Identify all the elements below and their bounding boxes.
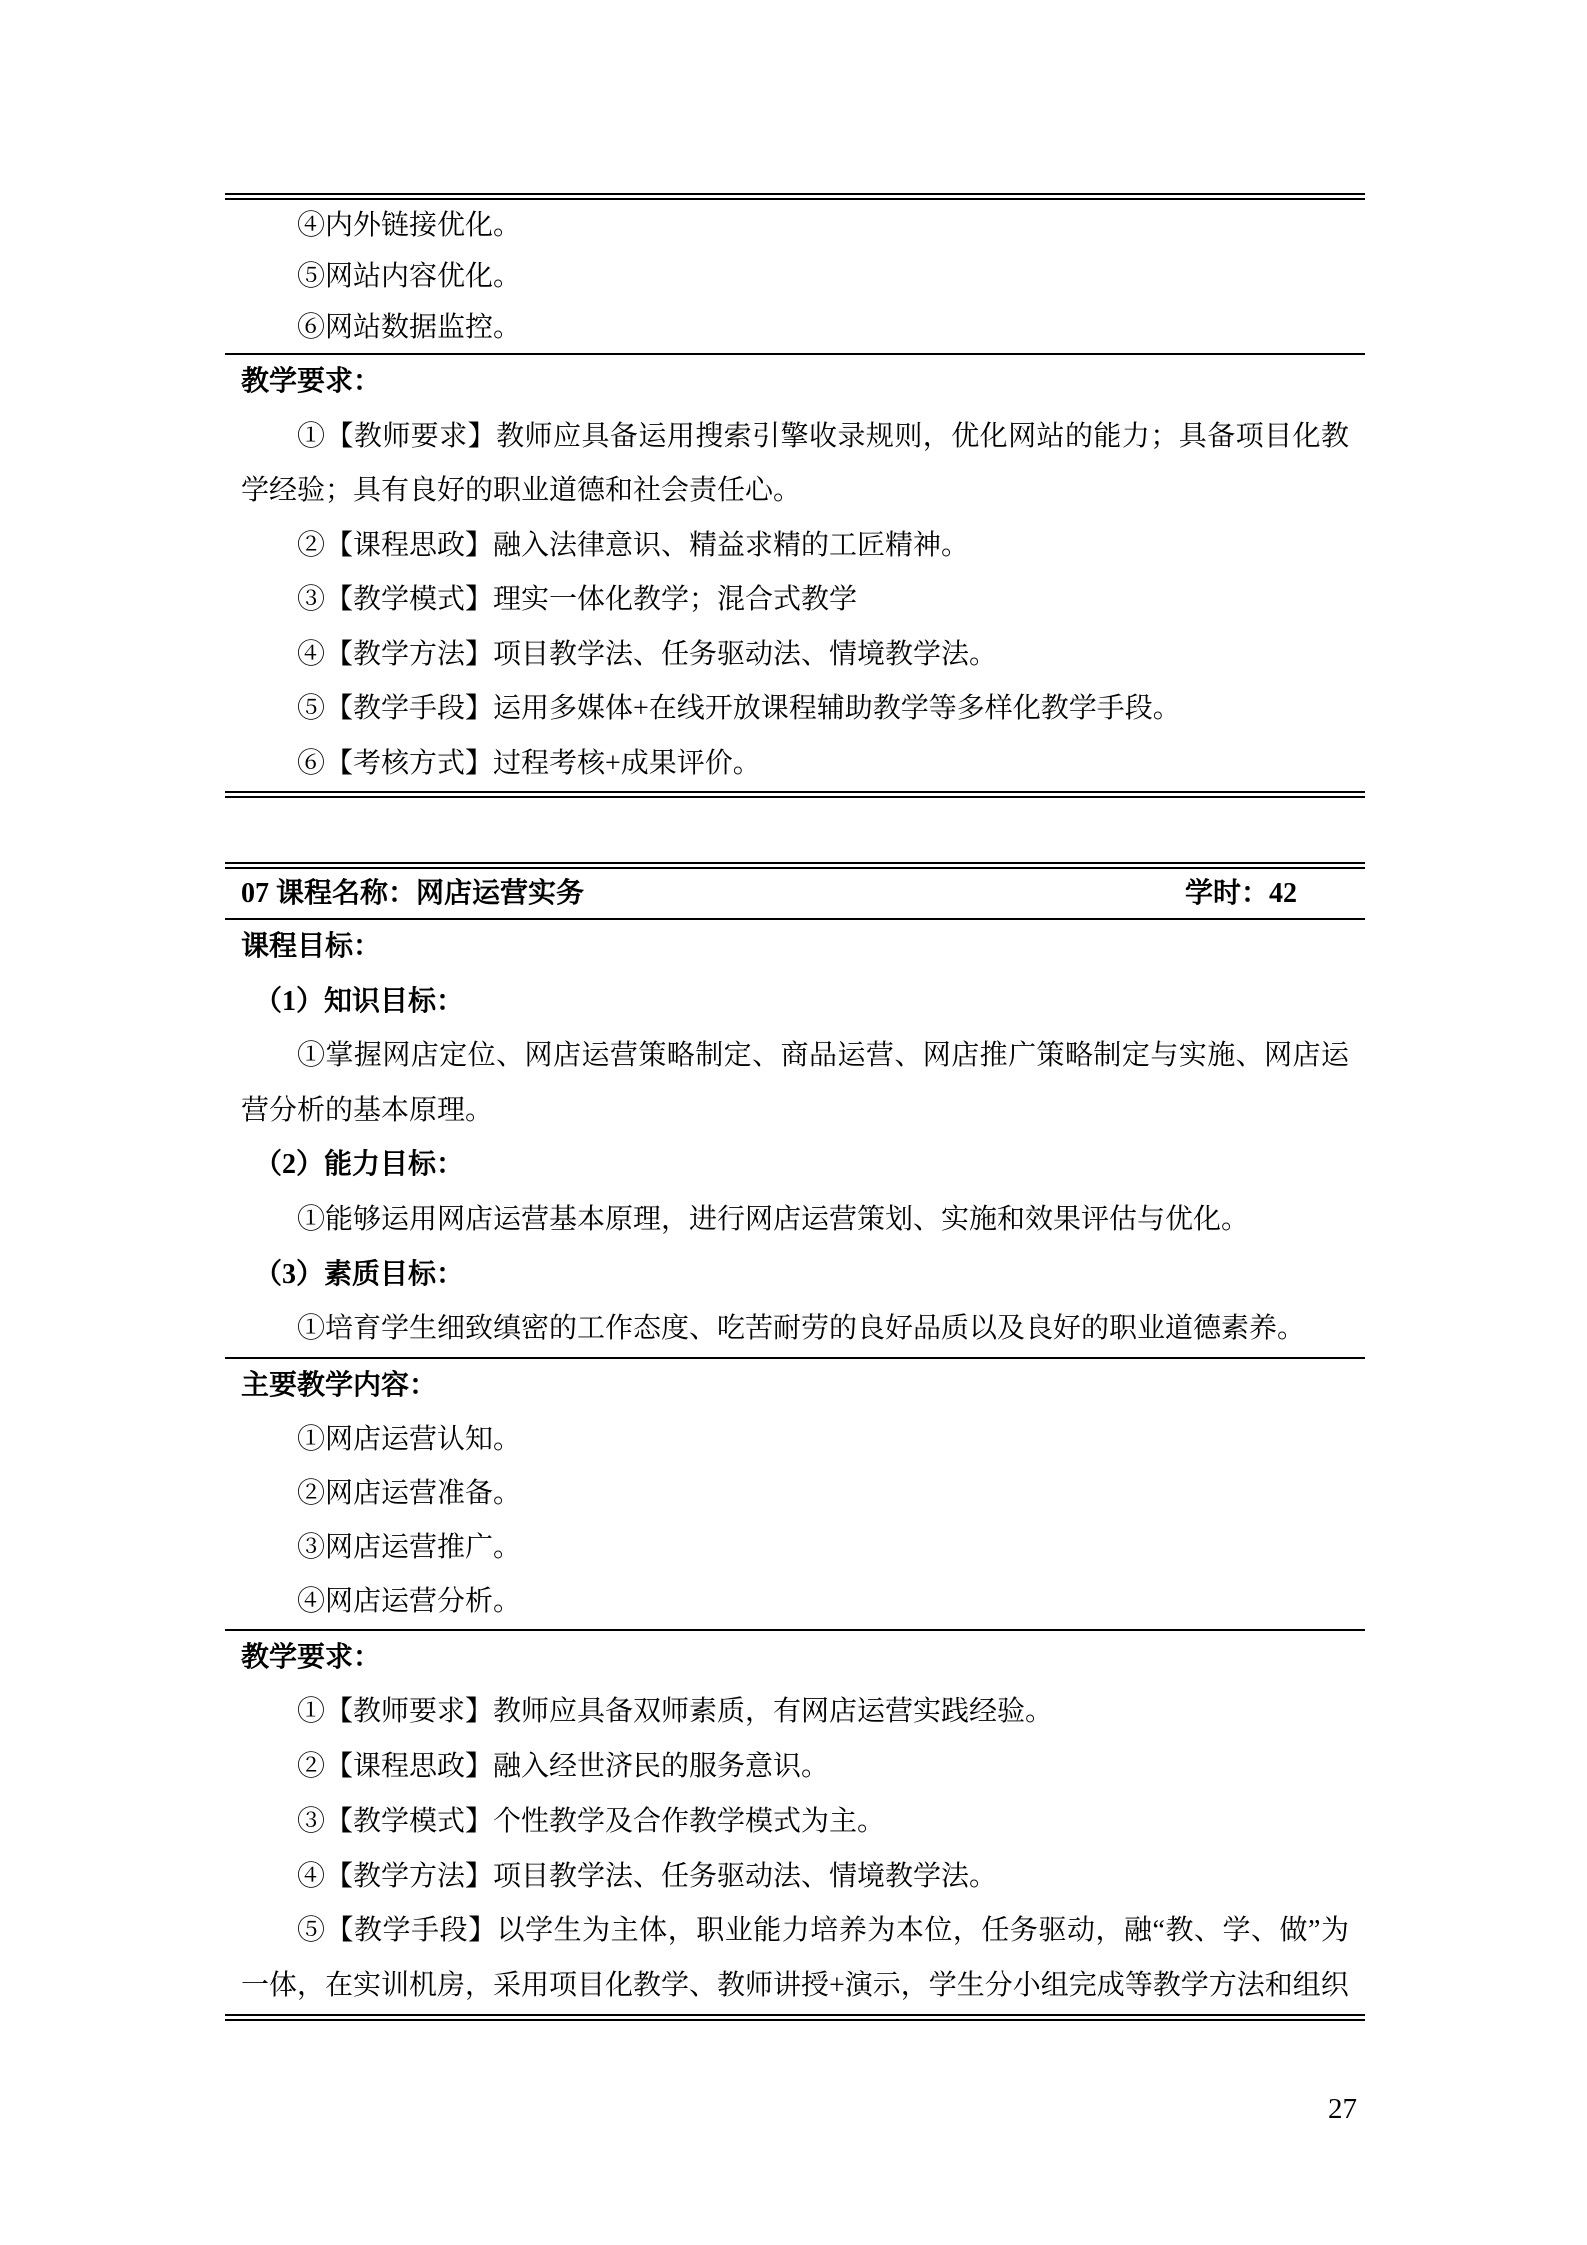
course-block-07 (225, 862, 1365, 2021)
teaching-requirements-heading: 教学要求： (241, 366, 382, 397)
page-number: 27 (1328, 2093, 1357, 2125)
course-block-previous (225, 193, 1365, 798)
requirement-item: ④【教学方法】项目教学法、任务驱动法、情境教学法。 (297, 638, 998, 670)
content-item: ①网店运营认知。 (297, 1423, 522, 1455)
course-objectives-heading: 课程目标： (241, 931, 382, 962)
requirement-item: ⑥【考核方式】过程考核+成果评价。 (297, 747, 761, 779)
teaching-requirements-heading: 教学要求： (241, 1641, 382, 1673)
requirement-item: ⑤【教学手段】运用多媒体+在线开放课程辅助教学等多样化教学手段。 (297, 693, 1181, 724)
requirement-item: ①【教师要求】教师应具备双师素质，有网店运营实践经验。 (297, 1696, 1054, 1728)
content-item: ④内外链接优化。 (297, 210, 522, 241)
course-objectives-section (225, 918, 1365, 1357)
main-content-section (225, 1357, 1365, 1629)
main-content-items-previous (225, 200, 1365, 353)
content-item: ④网店运营分析。 (297, 1585, 522, 1617)
objective-group-label: （3）素质目标： (254, 1258, 465, 1290)
content-item: ⑥网站数据监控。 (297, 312, 522, 343)
main-content-heading: 主要教学内容： (241, 1369, 438, 1401)
requirement-item: ⑤【教学手段】以学生为主体，职业能力培养为本位，任务驱动，融“教、学、做”为一体，在实训机房，采用项目化教学、教师讲授+演示，学生分小组完成等教学方法和组织 (241, 1915, 1349, 2001)
requirement-item: ②【课程思政】融入经世济民的服务意识。 (297, 1751, 830, 1783)
course-header-row (225, 869, 1365, 918)
content-item: ⑤网站内容优化。 (297, 261, 522, 292)
requirement-item: ③【教学模式】理实一体化教学；混合式教学 (297, 584, 858, 615)
teaching-requirements-section (225, 1629, 1365, 2014)
course-hours: 学时：42 (1184, 878, 1297, 909)
objective-item: ①能够运用网店运营基本原理，进行网店运营策划、实施和效果评估与优化。 (297, 1203, 1250, 1235)
requirement-item: ①【教师要求】教师应具备运用搜索引擎收录规则，优化网站的能力；具备项目化教学经验；具有良好的职业道德和社会责任心。 (241, 420, 1349, 506)
objective-group-label: （2）能力目标： (254, 1149, 465, 1181)
requirement-item: ③【教学模式】个性教学及合作教学模式为主。 (297, 1805, 886, 1837)
course-title: 07 课程名称：网店运营实务 (241, 878, 585, 909)
teaching-requirements-section-previous (225, 353, 1365, 791)
document-body (225, 193, 1365, 2021)
content-item: ②网店运营准备。 (297, 1477, 522, 1509)
content-item: ③网店运营推广。 (297, 1531, 522, 1563)
requirement-item: ②【课程思政】融入法律意识、精益求精的工匠精神。 (297, 529, 970, 561)
objective-group-label: （1）知识目标： (254, 985, 465, 1017)
objective-item: ①掌握网店定位、网店运营策略制定、商品运营、网店推广策略制定与实施、网店运营分析的基本原理。 (241, 1040, 1349, 1126)
objective-item: ①培育学生细致缜密的工作态度、吃苦耐劳的良好品质以及良好的职业道德素养。 (297, 1313, 1306, 1345)
requirement-item: ④【教学方法】项目教学法、任务驱动法、情境教学法。 (297, 1860, 998, 1892)
